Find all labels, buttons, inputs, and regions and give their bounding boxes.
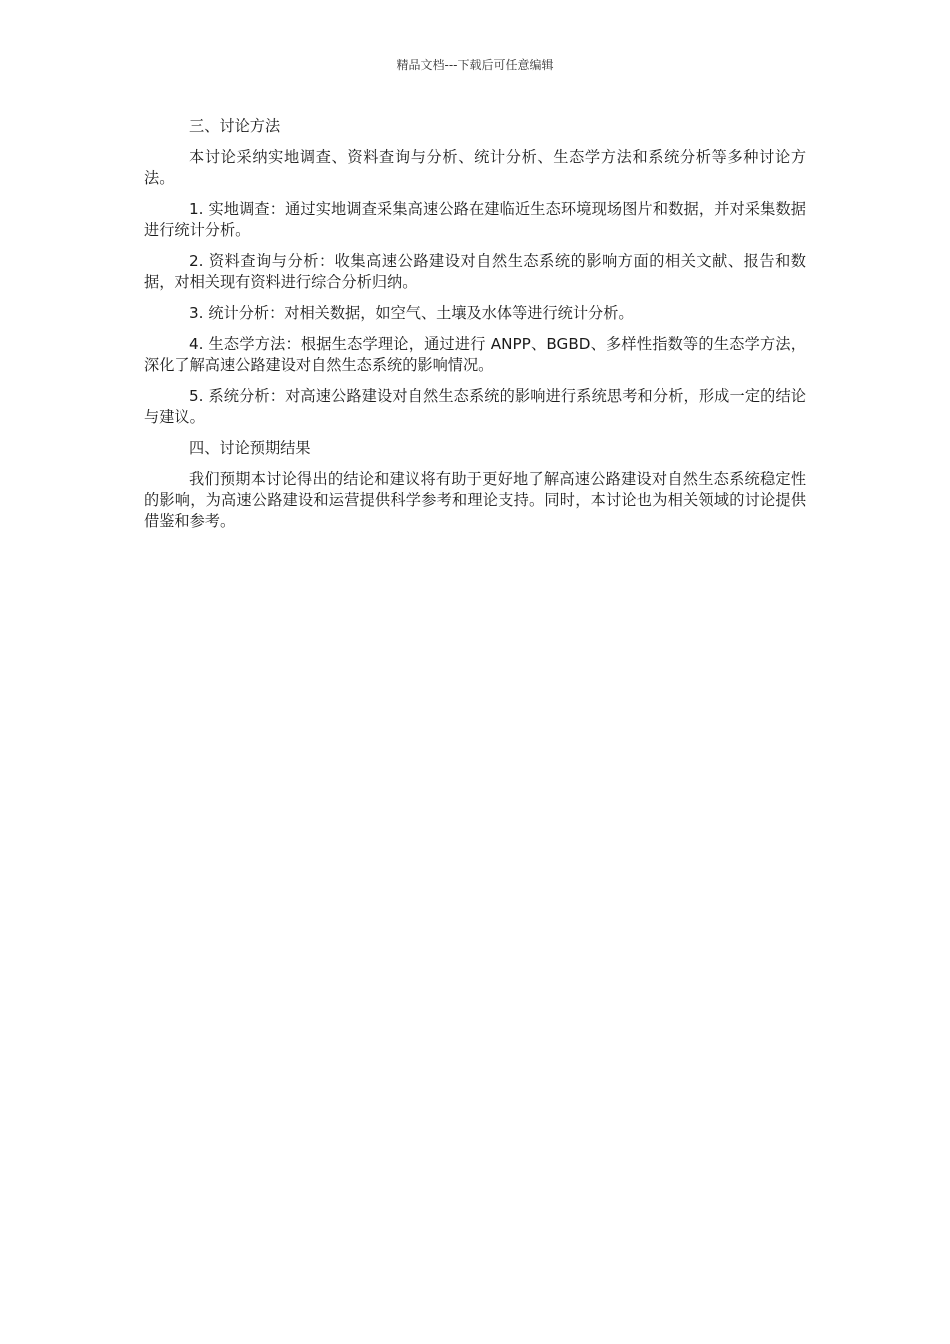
section-heading-expected-results: 四、讨论预期结果 bbox=[189, 439, 311, 457]
paragraph-statistical-analysis: 3. 统计分析：对相关数据，如空气、土壤及水体等进行统计分析。 bbox=[189, 304, 634, 322]
section-heading-methods: 三、讨论方法 bbox=[189, 117, 281, 135]
paragraph-literature-analysis: 2. 资料查询与分析：收集高速公路建设对自然生态系统的影响方面的相关文献、报告和数据，对相关现有资料进行综合分析归纳。 bbox=[144, 252, 806, 291]
paragraph-system-analysis: 5. 系统分析：对高速公路建设对自然生态系统的影响进行系统思考和分析，形成一定的结论与建议。 bbox=[144, 387, 806, 426]
page-header: 精品文档---下载后可任意编辑 bbox=[396, 58, 554, 72]
paragraph-methods-intro: 本讨论采纳实地调查、资料查询与分析、统计分析、生态学方法和系统分析等多种讨论方法。 bbox=[144, 148, 806, 187]
document-body bbox=[144, 116, 806, 542]
paragraph-expected-results: 我们预期本讨论得出的结论和建议将有助于更好地了解高速公路建设对自然生态系统稳定性的影响，为高速公路建设和运营提供科学参考和理论支持。同时，本讨论也为相关领域的讨论提供借鉴和参考。 bbox=[144, 470, 806, 530]
paragraph-field-survey: 1. 实地调查：通过实地调查采集高速公路在建临近生态环境现场图片和数据，并对采集数据进行统计分析。 bbox=[144, 200, 806, 239]
paragraph-ecological-methods: 4. 生态学方法：根据生态学理论，通过进行 ANPP、BGBD、多样性指数等的生态学方法，深化了解高速公路建设对自然生态系统的影响情况。 bbox=[144, 335, 806, 374]
